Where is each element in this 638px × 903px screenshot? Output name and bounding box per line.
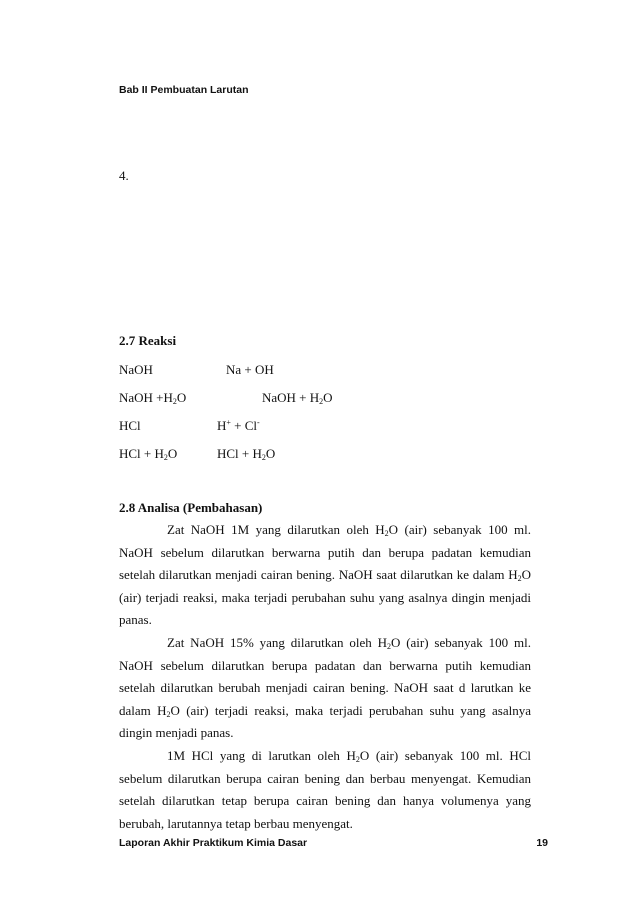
analysis-body <box>119 519 531 835</box>
reaction-line-3 <box>119 418 419 436</box>
reaction-right: HCl + $H_2O$ <box>217 446 276 462</box>
reaction-right: Na + OH <box>226 362 274 377</box>
reaction-left: NaOH $+H_2O$ <box>119 390 187 406</box>
running-footer <box>119 837 548 849</box>
reaction-left: NaOH <box>119 362 153 377</box>
analysis-paragraph-1: Zat NaOH 1M yang dilarutkan oleh $H_2O$ (air) sebanyak 100 ml. NaOH sebelum dilarutkan berwarna putih dan berupa padatan kemudian setelah dilarutkan menjadi cairan bening. NaOH saat dilarutkan ke dalam $H_2O$ (air) terjadi reaksi, maka terjadi perubahan suhu yang asalnya dingin menjadi panas. <box>119 522 532 628</box>
reaction-left: HCl <box>119 418 141 433</box>
footer-title: Laporan Akhir Praktikum Kimia Dasar <box>119 837 308 849</box>
reaction-line-4 <box>119 446 419 464</box>
reaction-left: HCl + $H_2O$ <box>119 446 178 462</box>
reaction-right: NaOH + $H_2O$ <box>262 390 333 406</box>
section-title-analisa: 2.8 Analisa (Pembahasan) <box>119 500 263 515</box>
analysis-paragraph-2: Zat NaOH 15% yang dilarutkan oleh $H_2O$ (air) sebanyak 100 ml. NaOH sebelum dilarutkan berupa padatan dan berwarna putih kemudian setelah dilarutkan berubah menjadi cairan bening. NaOH saat d larutkan ke dalam $H_2O$ (air) terjadi reaksi, maka terjadi perubahan suhu yang asalnya dingin menjadi panas. <box>119 634 531 741</box>
section-title-reaksi: 2.7 Reaksi <box>119 333 177 348</box>
running-header: Bab II Pembuatan Larutan <box>119 84 249 96</box>
item-number: 4. <box>119 168 129 183</box>
page-number: 19 <box>536 837 548 849</box>
reaction-line-1 <box>119 362 419 380</box>
reaction-line-2 <box>119 390 419 408</box>
analysis-paragraph-3: 1M HCl yang di larutkan oleh $H_2O$ (air) sebanyak 100 ml. HCl sebelum dilarutkan berupa cairan bening dan berbau menyengat. Kemudian setelah dilarutkan tetap berupa cairan bening dan hanya volumenya yang berubah, larutannya tetap berbau menyengat. <box>119 747 531 831</box>
reaction-right: H+ + Cl- <box>217 418 260 433</box>
